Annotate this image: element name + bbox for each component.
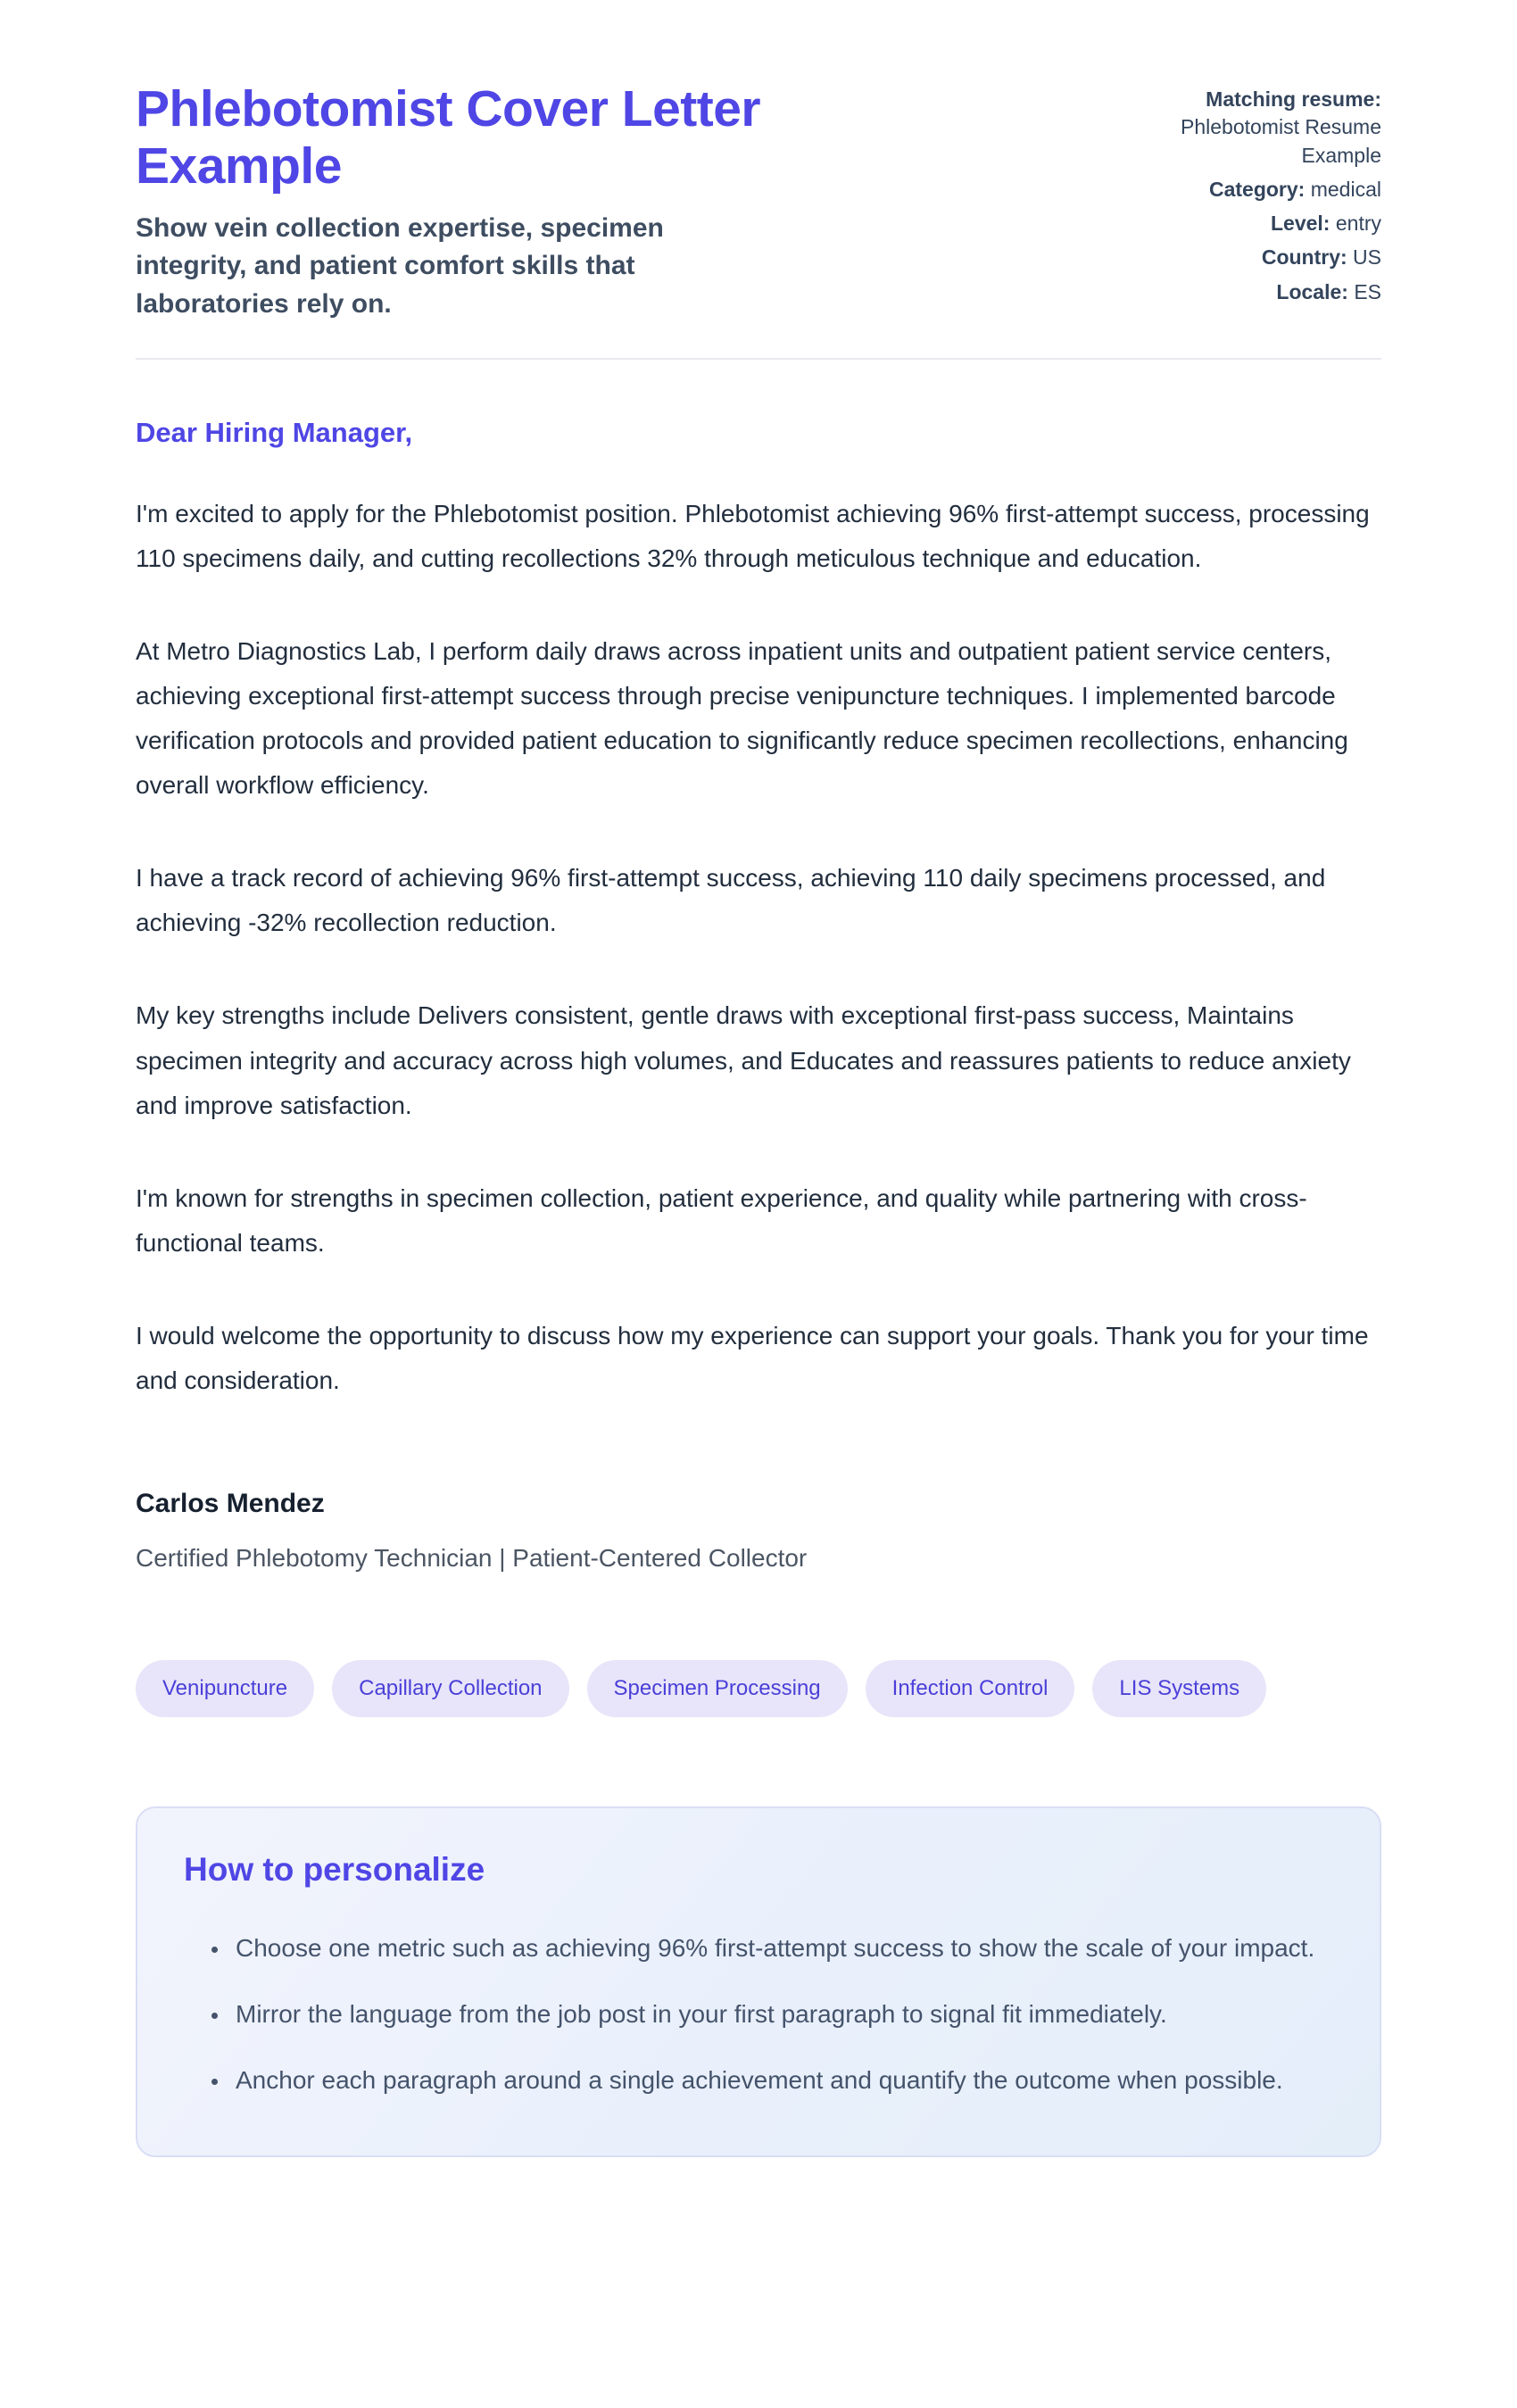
skill-tag-specimen-processing[interactable]: Specimen Processing [587,1660,848,1717]
personalize-callout [136,1806,1381,2156]
callout-heading: How to personalize [184,1851,485,1889]
header-left [136,80,921,324]
meta-value: US [1353,245,1381,270]
callout-bullet: • Choose one metric such as achieving 96% first-attempt success to show the scale of your impact. [230,1926,1333,1971]
meta-label: Category: [1208,177,1306,201]
meta-value: Phlebotomist Resume Example [1181,115,1381,167]
letter-paragraph: I'm excited to apply for the Phlebotomist position. Phlebotomist achieving 96% first-attempt success, processing 110 specimens daily, and cutting recollections 32% through meticulous technique and education. [136,499,1370,572]
meta-value: ES [1354,279,1381,303]
header [136,80,1381,324]
skill-tag-capillary-collection[interactable]: Capillary Collection [332,1660,568,1717]
letter-paragraph: My key strengths include Delivers consistent, gentle draws with exceptional first-pass success, Maintains specimen integrity and accuracy across high volumes, and Educates and reassures patients to reduce anxiety and improve satisfaction. [136,1001,1351,1119]
meta-value: medical [1310,177,1381,201]
meta-label: Level: [1270,212,1330,236]
letter-paragraph: I would welcome the opportunity to discuss how my experience can support your goals. Thank you for your time and consideration. [136,1322,1369,1395]
skill-tag-venipuncture[interactable]: Venipuncture [136,1660,314,1717]
meta-level [1127,210,1381,237]
meta-country [1127,244,1381,271]
page [136,0,1381,2157]
letter-paragraph: I have a track record of achieving 96% first-attempt success, achieving 110 daily specimens processed, and achieving -32% recollection reduction. [136,864,1326,937]
greeting: Dear Hiring Manager, [136,416,413,448]
skill-tag-infection-control[interactable]: Infection Control [866,1660,1075,1717]
callout-bullet: • Anchor each paragraph around a single achievement and quantify the outcome when possible. [230,2058,1333,2103]
meta-label: Locale: [1276,279,1348,303]
letter-paragraph: At Metro Diagnostics Lab, I perform daily draws across inpatient units and outpatient patient service centers, achieving exceptional first-attempt success through precise venipuncture techniques. I implemented barcode verification protocols and provided patient education to significantly reduce specimen recollections, enhancing overall workflow efficiency. [136,636,1348,800]
signature-name: Carlos Mendez [136,1489,325,1519]
meta-matching-resume [1127,86,1381,170]
skill-tag-lis-systems[interactable]: LIS Systems [1092,1660,1266,1717]
divider [136,358,1381,360]
page-title: Phlebotomist Cover Letter Example [136,80,761,195]
letter-paragraph: I'm known for strengths in specimen collection, patient experience, and quality while partnering with cross-functional teams. [136,1183,1307,1257]
meta-value: entry [1335,212,1381,236]
resume-meta [1127,80,1381,312]
meta-locale [1127,278,1381,306]
meta-label: Matching resume: [1206,87,1381,111]
skill-tags [136,1660,1381,1717]
meta-category [1127,176,1381,203]
signature-title: Certified Phlebotomy Technician | Patient-Centered Collector [136,1544,808,1573]
page-subtitle: Show vein collection expertise, specimen integrity, and patient comfort skills that laboratories rely on. [136,212,664,319]
callout-bullet: • Mirror the language from the job post in your first paragraph to signal fit immediately. [230,1992,1333,2037]
meta-label: Country: [1261,245,1347,270]
cover-letter-body [136,417,1381,2157]
callout-bullet-list [184,1926,1333,2103]
